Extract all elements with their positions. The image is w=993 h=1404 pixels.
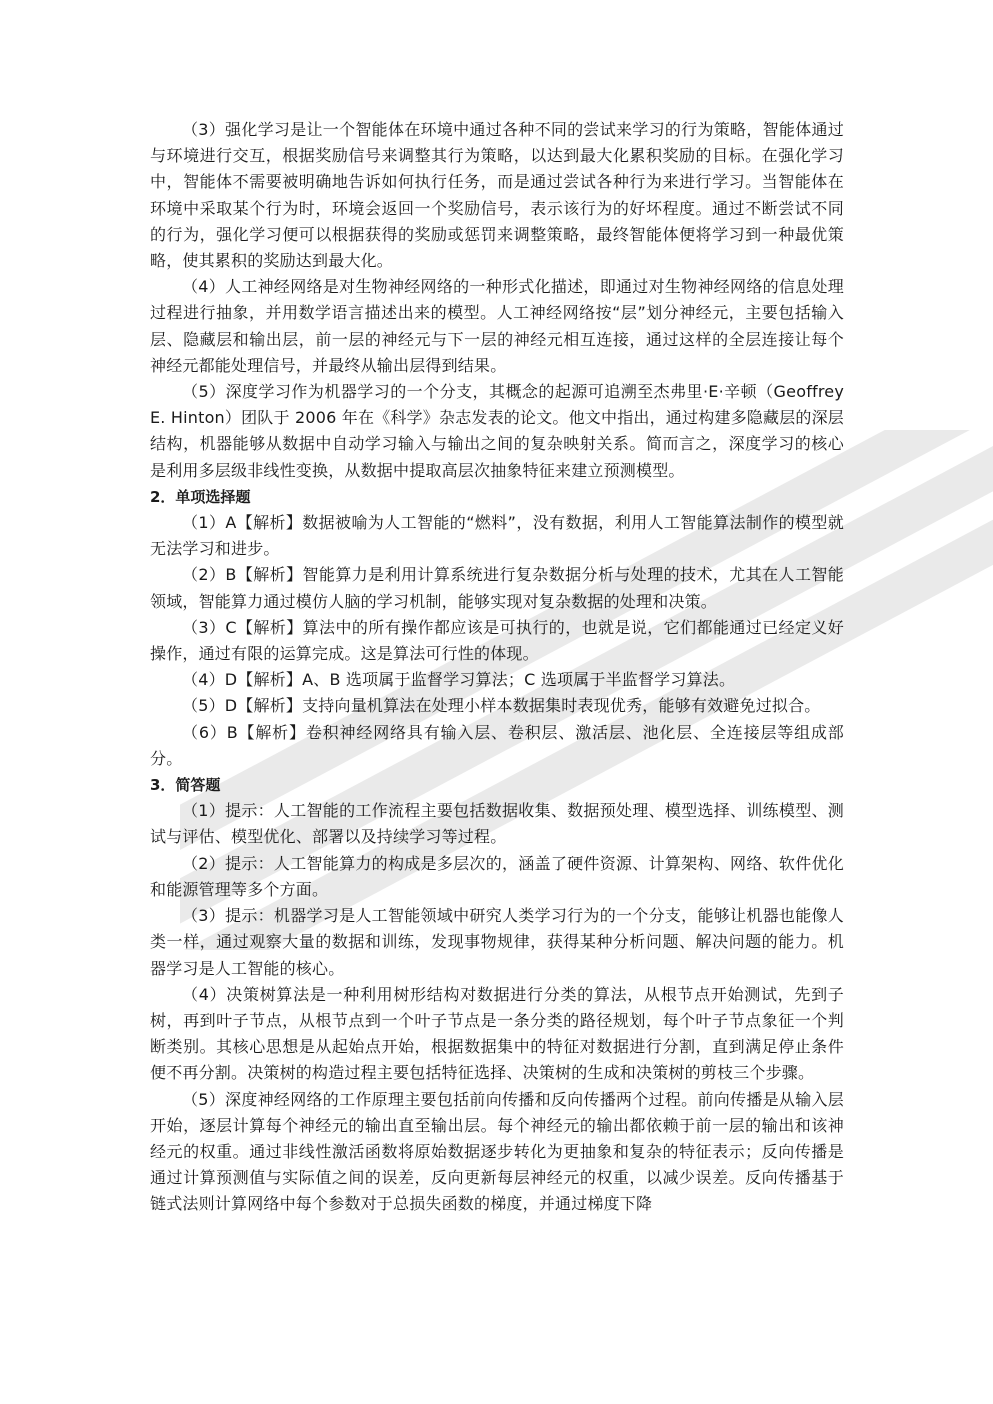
answer-item: （3）C【解析】算法中的所有操作都应该是可执行的，也就是说，它们都能通过已经定义好操作，通过有限的运算完成。这是算法可行性的体现。 xyxy=(150,617,844,664)
answer-item: （1）A【解析】数据被喻为人工智能的“燃料”，没有数据，利用人工智能算法制作的模型就无法学习和进步。 xyxy=(150,513,844,559)
answer-item: （6）B【解析】卷积神经网络具有输入层、卷积层、激活层、池化层、全连接层等组成部分。 xyxy=(150,722,844,768)
document-body xyxy=(150,117,844,1297)
answer-item: （2）B【解析】智能算力是利用计算系统进行复杂数据分析与处理的技术，尤其在人工智能领域，智能算力通过模仿人脑的学习机制，能够实现对复杂数据的处理和决策。 xyxy=(150,565,844,611)
answer-item: （1）提示：人工智能的工作流程主要包括数据收集、数据预处理、模型选择、训练模型、测试与评估、模型优化、部署以及持续学习等过程。 xyxy=(150,801,844,847)
paragraph-reinforcement-learning: （3）强化学习是让一个智能体在环境中通过各种不同的尝试来学习的行为策略，智能体通过与环境进行交互，根据奖励信号来调整其行为策略，以达到最大化累积奖励的目标。在强化学习中，智能体不需要被明确地告诉如何执行任务，而是通过尝试各种行为来进行学习。当智能体在环境中采取某个行为时，环境会返回一个奖励信号，表示该行为的好坏程度。通过不断尝试不同的行为，强化学习便可以根据获得的奖励或惩罚来调整策略，最终智能体便将学习到一种最优策略，使其累积的奖励达到最大化。 xyxy=(150,120,844,271)
answer-item: （5）深度神经网络的工作原理主要包括前向传播和反向传播两个过程。前向传播是从输入层开始，逐层计算每个神经元的输出直至输出层。每个神经元的输出都依赖于前一层的输出和该神经元的权重。通过非线性激活函数将原始数据逐步转化为更抽象和复杂的特征表示；反向传播是通过计算预测值与实际值之间的误差，反向更新每层神经元的权重，以减少误差。反向传播基于链式法则计算网络中每个参数对于总损失函数的梯度，并通过梯度下降 xyxy=(150,1089,844,1214)
paragraph-deep-learning: （5）深度学习作为机器学习的一个分支，其概念的起源可追溯至杰弗里·E·辛顿（Geoffrey E. Hinton）团队于 2006 年在《科学》杂志发表的论文。他文中指出，通过构建多隐藏层的深层结构，机器能够从数据中自动学习输入与输出之间的复杂映射关系。简而言之，深度学习的核心是利用多层级非线性变换，从数据中提取高层次抽象特征来建立预测模型。 xyxy=(150,382,844,480)
answer-item: （4）D【解析】A、B 选项属于监督学习算法；C 选项属于半监督学习算法。 xyxy=(182,670,736,690)
section-heading-multiple-choice: 2．单项选择题 xyxy=(150,487,251,506)
paragraph-artificial-neural-network: （4）人工神经网络是对生物神经网络的一种形式化描述，即通过对生物神经网络的信息处理过程进行抽象，并用数学语言描述出来的模型。人工神经网络按“层”划分神经元，主要包括输入层、隐藏层和输出层，前一层的神经元与下一层的神经元相互连接，通过这样的全层连接让每个神经元都能处理信号，并最终从输出层得到结果。 xyxy=(150,277,844,375)
answer-item: （2）提示：人工智能算力的构成是多层次的，涵盖了硬件资源、计算架构、网络、软件优化和能源管理等多个方面。 xyxy=(150,853,844,899)
answer-item: （5）D【解析】支持向量机算法在处理小样本数据集时表现优秀，能够有效避免过拟合。 xyxy=(182,696,821,716)
section-heading-short-answer: 3．简答题 xyxy=(150,776,221,795)
answer-item: （3）提示：机器学习是人工智能领域中研究人类学习行为的一个分支，能够让机器也能像人类一样，通过观察大量的数据和训练，发现事物规律，获得某种分析问题、解决问题的能力。机器学习是人工智能的核心。 xyxy=(150,906,844,978)
answer-item: （4）决策树算法是一种利用树形结构对数据进行分类的算法，从根节点开始测试，先到子树，再到叶子节点，从根节点到一个叶子节点是一条分类的路径规划，每个叶子节点象征一个判断类别。其核心思想是从起始点开始，根据数据集中的特征对数据进行分割，直到满足停止条件便不再分割。决策树的构造过程主要包括特征选择、决策树的生成和决策树的剪枝三个步骤。 xyxy=(150,984,844,1083)
